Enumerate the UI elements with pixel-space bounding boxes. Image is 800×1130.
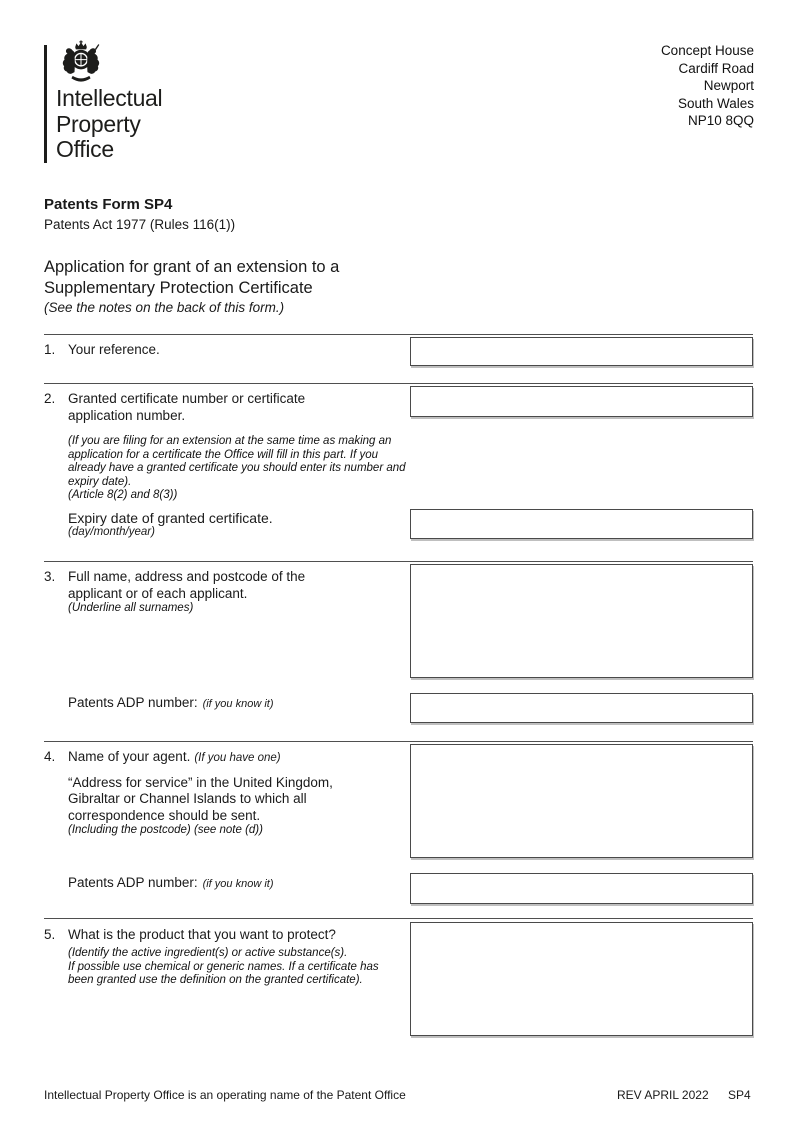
section-2-note-line: already have a granted certificate you should enter its number and [68,462,406,474]
address-line: Newport [703,78,754,94]
title-block [44,196,339,316]
afs-line-3: correspondence should be sent. [68,807,261,823]
section-2-note-line: expiry date). [68,475,132,488]
section-1-label: Your reference. [68,342,160,357]
footer-revision: REV APRIL 2022 [617,1088,709,1102]
agent-adp-input[interactable] [410,873,753,904]
office-address [661,42,754,130]
section-5-note-line: If possible use chemical or generic names. If a certificate has [68,960,379,973]
agent-adp-label: Patents ADP number: [68,875,198,890]
section-2-article-note: (Article 8(2) and 8(3)) [68,489,178,501]
section-1-number: 1. [44,342,56,357]
section-1-label-row [44,341,160,358]
certificate-number-input[interactable] [410,386,753,417]
expiry-date-format-note: (day/month/year) [68,526,155,538]
section-applicant-details [44,561,753,742]
logo-wordmark [56,86,162,163]
section-2-label-line-2: application number. [68,408,186,423]
section-4-label-note: (If you have one) [194,752,281,764]
section-5-number: 5. [44,927,56,942]
section-2-label-line-1: Granted certificate number or certificate [68,391,306,406]
section-5-label-row [44,926,336,943]
address-line: South Wales [677,95,754,111]
form-heading-line-1: Application for grant of an extension to a [44,258,340,276]
logo-word-3: Office [56,136,114,162]
logo-word-1: Intellectual [56,85,163,111]
section-3-label-line-2: applicant or of each applicant. [68,586,248,601]
section-2-label-row [44,390,305,424]
section-4-label-wrap [68,748,281,767]
footer-form-code: SP4 [728,1088,751,1102]
section-2-label [68,390,305,424]
logo-word-2: Property [56,110,141,137]
section-your-reference [44,334,753,384]
section-3-label-line-1: Full name, address and postcode of the [68,569,306,584]
section-product [44,918,753,1039]
applicant-adp-note: (if you know it) [202,698,274,710]
section-2-note-line: application for a certificate the Office will fill in this part. If you [68,448,378,461]
applicant-adp-row [68,695,274,710]
applicant-adp-label: Patents ADP number: [68,695,198,710]
form-heading-line-2: Supplementary Protection Certificate [44,278,313,297]
section-agent-details [44,741,753,919]
address-line: NP10 8QQ [687,113,754,129]
including-postcode-note: (Including the postcode) (see note (d)) [68,824,263,836]
your-reference-input[interactable] [410,337,753,366]
form-heading-note: (See the notes on the back of this form.) [44,300,285,315]
agent-details-input[interactable] [410,744,753,858]
address-line: Cardiff Road [678,60,754,76]
section-2-note-line: (If you are filing for an extension at the same time as making an [68,435,392,447]
section-5-note-line: (Identify the active ingredient(s) or active substance(s). [68,947,348,959]
section-2-guidance-note [68,435,406,503]
afs-line-2: Gibraltar or Channel Islands to which all [68,791,307,807]
expiry-date-label-block [68,510,273,539]
product-input[interactable] [410,922,753,1036]
applicant-adp-input[interactable] [410,693,753,723]
afs-line-1: “Address for service” in the United Kingdom, [68,775,333,790]
form-act-line: Patents Act 1977 (Rules 116(1)) [44,217,236,232]
applicant-details-input[interactable] [410,564,753,678]
logo-divider-bar [44,45,47,163]
address-line: Concept House [660,43,754,58]
section-4-label: Name of your agent. [68,749,191,764]
section-5-note-line: been granted use the definition on the granted certificate). [68,974,363,986]
section-4-label-row [44,748,281,767]
form-name: Patents Form SP4 [44,196,173,213]
section-certificate-number [44,383,753,562]
expiry-date-input[interactable] [410,509,753,539]
section-2-number: 2. [44,391,56,406]
address-for-service-paragraph [68,775,333,824]
agent-adp-row [68,875,274,890]
section-5-label: What is the product that you want to protect? [68,927,336,942]
underline-surnames-note: (Underline all surnames) [68,602,194,614]
expiry-date-label: Expiry date of granted certificate. [68,510,273,526]
agent-adp-note: (if you know it) [202,878,274,890]
section-3-number: 3. [44,569,56,584]
section-3-label [68,568,305,602]
form-heading [44,257,339,298]
section-4-number: 4. [44,749,56,764]
footer-operating-name: Intellectual Property Office is an operating name of the Patent Office [44,1088,406,1102]
royal-coat-of-arms-icon [56,39,106,87]
product-guidance-note [68,947,379,988]
section-3-label-row [44,568,305,602]
